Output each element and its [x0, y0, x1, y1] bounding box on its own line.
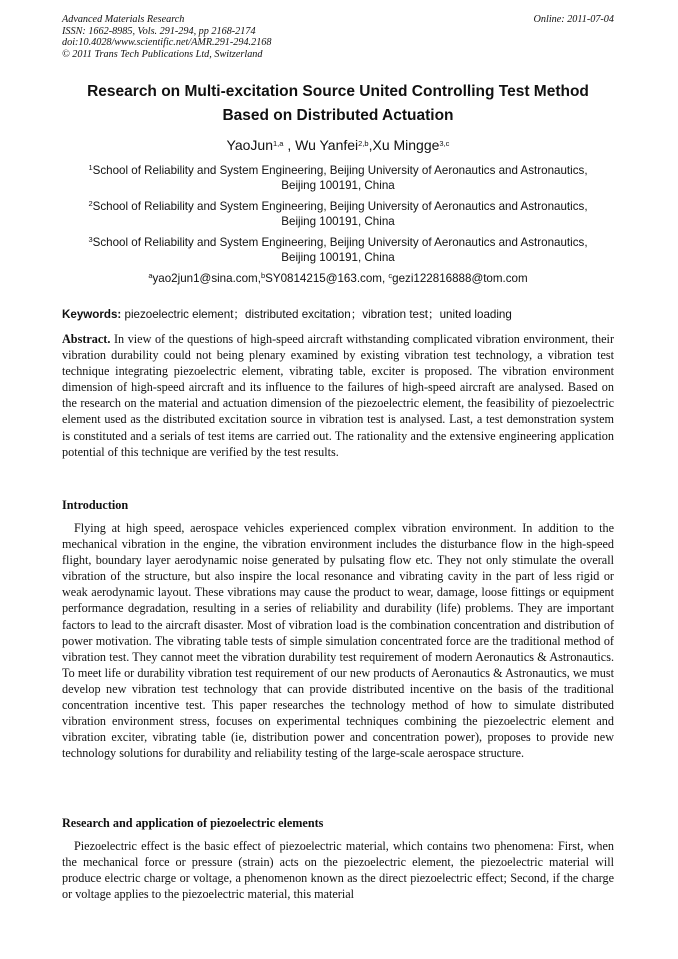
affiliation-line: School of Reliability and System Engineering, Beijing University of Aeronautics and Astronautics, — [92, 200, 588, 213]
journal-copyright: © 2011 Trans Tech Publications Ltd, Switzerland — [62, 48, 263, 60]
author-list — [62, 136, 614, 154]
affiliation-line: School of Reliability and System Engineering, Beijing University of Aeronautics and Astronautics, — [92, 164, 588, 177]
author-separator: , — [368, 137, 373, 153]
abstract-text: In view of the questions of high-speed aircraft withstanding complicated vibration environment, their vibration durability could not being plenary examined by existing vibration test technology, a vibration test technique integrating piezoelectric element, vibrating table, exciter is proposed. The vibration environment dimension of high-speed aircraft and its influence to the failures of high-speed aircraft are analysed. Based on the research on the material and actuation dimension of the piezoelectric element, the feasibility of piezoelectric element used as the distributed excitation source in vibration test is analysed. Last, a test demonstration system is constituted and a serials of test items are carried out. The rationality and the extensive engineering application potential of this technique are verified by the test results. — [62, 332, 614, 459]
affiliation-city: Beijing 100191, China — [281, 215, 395, 228]
author-name: Xu Mingge — [372, 137, 440, 153]
author-name: Wu Yanfei — [295, 137, 359, 153]
affiliation-line: School of Reliability and System Engineering, Beijing University of Aeronautics and Astronautics, — [92, 236, 588, 249]
online-date: Online: 2011-07-04 — [533, 14, 614, 25]
journal-name: Advanced Materials Research — [62, 14, 185, 25]
paper-title — [62, 80, 614, 128]
abstract — [62, 331, 614, 460]
email-mark: a — [148, 271, 153, 280]
author-separator: , — [283, 137, 296, 153]
title-line-2: Based on Distributed Actuation — [222, 107, 454, 124]
journal-issn: ISSN: 1662-8985, Vols. 291-294, pp 2168-2174 — [62, 25, 256, 37]
affiliation-number: 2 — [88, 199, 93, 208]
journal-header — [62, 14, 614, 60]
introduction-paragraph: Flying at high speed, aerospace vehicles experienced complex vibration environment. In addition to the mechanical vibration in the engine, the vibration environment includes the disturbance flow in the high-speed flight, boundary layer aerodynamic noise generated by pulsating flow etc. They not only stimulate the overall vibration of the structure, but also inspire the local resonance and vibrating cavity in the part of less rigid or weak aerodynamic layout. These vibrations may cause the product to wear, damage, loose fittings or equipment performance degradation, resulting in a series of reliability and durability (life) problems. They are important factors to lead to the aircraft disaster. Most of vibration load is the combination concentration and distribution of power motivation. The vibrating table tests of simple simulation concentrated force are the traditional method of vibration test. They cannot meet the vibration durability test requirement of modern Aeronautics & Astronautics. To meet life or durability vibration test requirement of our new products of Aeronautics & Astronautics, we must develop new vibration test technology that can provide distributed incentive on the basis of the traditional concentration incentive test. This paper researches the technology method of how to simulate distributed vibration environment stress, focuses on experimental techniques combining the piezoelectric element and vibration exciter, vibrating table (ie, distribution power and concentration power), proposes to provide new technology solutions for durability and reliability testing of the large-scale aerospace structure. — [62, 521, 614, 761]
author-emails — [62, 271, 614, 286]
journal-doi: doi:10.4028/www.scientific.net/AMR.291-294.2168 — [62, 37, 272, 49]
affiliation-city: Beijing 100191, China — [281, 251, 395, 264]
keywords — [62, 307, 614, 322]
author-affil-mark: 1,a — [273, 139, 284, 148]
email-address: yao2jun1@sina.com, — [152, 272, 261, 285]
keywords-text: piezoelectric element；distributed excitation；vibration test；united loading — [121, 308, 512, 321]
affiliation-city: Beijing 100191, China — [281, 179, 395, 192]
author-affil-mark: 2,b — [358, 139, 369, 148]
keywords-label: Keywords: — [62, 308, 122, 321]
title-line-1: Research on Multi-excitation Source United Controlling Test Method — [87, 83, 589, 100]
email-address: SY0814215@163.com, — [265, 272, 389, 285]
affiliation-number: 1 — [88, 163, 93, 172]
piezoelectric-paragraph: Piezoelectric effect is the basic effect of piezoelectric material, which contains two phenomena: First, when the mechanical force or pressure (strain) acts on the piezoelectric element, the piezoelectric material will produce electric charge or voltage, a phenomenon known as the direct piezoelectric effect; Second, if the charge or voltage applies to the piezoelectric material, this material — [62, 839, 614, 902]
email-address: gezi122816888@tom.com — [392, 272, 528, 285]
author-name: YaoJun — [226, 137, 273, 153]
affiliation-1 — [62, 163, 614, 193]
affiliation-number: 3 — [88, 235, 93, 244]
affiliation-3 — [62, 235, 614, 265]
email-mark: c — [388, 271, 393, 280]
affiliation-2 — [62, 199, 614, 229]
section-title-piezoelectric: Research and application of piezoelectric elements — [62, 816, 324, 830]
email-mark: b — [260, 271, 266, 280]
author-affil-mark: 3,c — [439, 139, 450, 148]
abstract-label: Abstract. — [62, 332, 111, 346]
section-title-introduction: Introduction — [62, 498, 129, 512]
